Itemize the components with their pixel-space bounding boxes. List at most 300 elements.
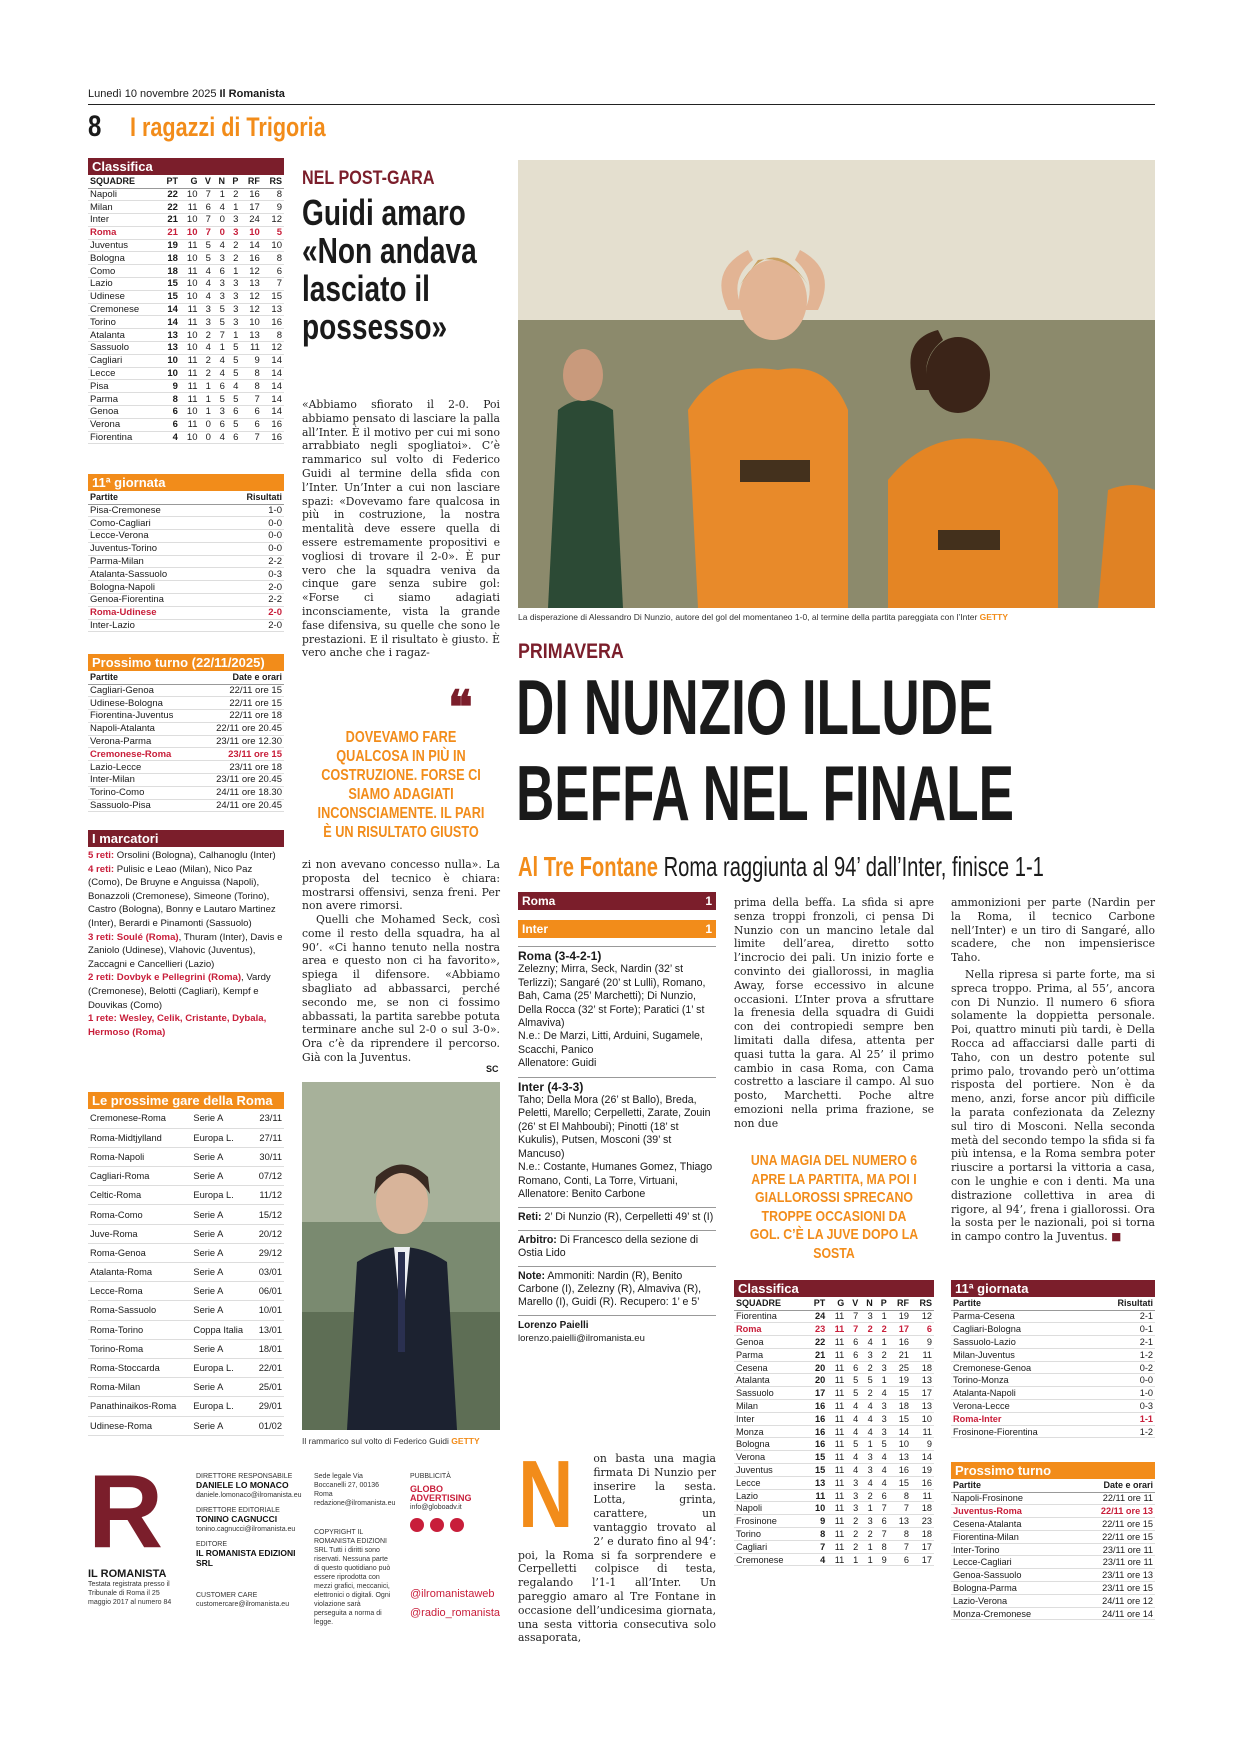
- prossimo-primavera-table: [951, 1479, 1155, 1620]
- column-header: Risultati: [220, 491, 284, 504]
- column-header: V: [846, 1297, 860, 1310]
- table-cell: Sassuolo-Lazio: [951, 1336, 1092, 1349]
- table-row: [734, 1425, 934, 1438]
- table-row: [88, 431, 284, 444]
- table-row: [951, 1505, 1155, 1518]
- table-cell: 22: [806, 1336, 828, 1349]
- table-cell: 2: [227, 239, 240, 252]
- table-cell: 11: [827, 1515, 846, 1528]
- column-header: RS: [262, 175, 284, 188]
- table-cell: 30/11: [253, 1147, 284, 1166]
- table-cell: Udinese-Bologna: [88, 697, 197, 710]
- end-mark-icon: ■: [1111, 1230, 1122, 1244]
- table-cell: 15: [262, 290, 284, 303]
- table-cell: 16: [889, 1336, 911, 1349]
- table-cell: Torino-Como: [88, 786, 197, 799]
- table-row: [734, 1310, 934, 1323]
- table-row: [734, 1387, 934, 1400]
- table-cell: 10: [180, 214, 200, 227]
- table-row: [88, 748, 284, 761]
- table-cell: 15: [159, 290, 180, 303]
- table-cell: 11: [827, 1489, 846, 1502]
- table-row: [88, 354, 284, 367]
- table-cell: 5: [227, 342, 240, 355]
- table-cell: 4: [875, 1464, 889, 1477]
- table-row: [88, 1167, 284, 1186]
- table-row: [88, 265, 284, 278]
- table-cell: 3: [213, 252, 227, 265]
- table-cell: 11: [827, 1323, 846, 1336]
- table-cell: 22/11 ore 18: [197, 710, 284, 723]
- table-row: [88, 1224, 284, 1243]
- column-header: SQUADRE: [734, 1297, 806, 1310]
- table-cell: 4: [860, 1476, 875, 1489]
- table-cell: 13: [240, 329, 261, 342]
- main-photo: [518, 160, 1155, 608]
- main-subhead: Al Tre Fontane Roma raggiunta al 94’ dall’Inter, finisce 1-1: [518, 851, 1044, 882]
- table-cell: 0-1: [1092, 1323, 1155, 1336]
- guidi-photo: [302, 1082, 500, 1430]
- twitter-icon[interactable]: [410, 1518, 424, 1532]
- table-cell: 8: [889, 1489, 911, 1502]
- table-cell: 4: [860, 1412, 875, 1425]
- table-cell: 6: [875, 1515, 889, 1528]
- table-row: [951, 1412, 1155, 1425]
- table-cell: Cagliari-Genoa: [88, 684, 197, 697]
- table-cell: 11/12: [253, 1186, 284, 1205]
- table-cell: 1: [199, 406, 212, 419]
- table-cell: Cagliari: [88, 354, 159, 367]
- table-cell: Cesena-Atalanta: [951, 1518, 1072, 1531]
- table-cell: 1: [860, 1553, 875, 1566]
- table-cell: 17: [911, 1387, 934, 1400]
- giornata-primavera: [951, 1280, 1155, 1438]
- table-cell: 3: [213, 290, 227, 303]
- table-cell: 21: [889, 1348, 911, 1361]
- table-cell: Napoli: [88, 188, 159, 201]
- column-header: SQUADRE: [88, 175, 159, 188]
- table-cell: 4: [860, 1336, 875, 1349]
- table-cell: 16: [240, 252, 261, 265]
- table-cell: 3: [199, 316, 212, 329]
- table-cell: Serie A: [191, 1378, 252, 1397]
- table-cell: 23/11 ore 11: [1072, 1543, 1155, 1556]
- table-cell: 1: [875, 1310, 889, 1323]
- table-cell: 11: [240, 342, 261, 355]
- table-cell: 23/11 ore 13: [1072, 1569, 1155, 1582]
- table-cell: 10: [240, 226, 261, 239]
- table-row: [734, 1323, 934, 1336]
- table-cell: Milan: [88, 201, 159, 214]
- table-cell: 4: [846, 1425, 860, 1438]
- table-cell: 11: [827, 1553, 846, 1566]
- table-row: [88, 1128, 284, 1147]
- column-header: Partite: [951, 1479, 1072, 1492]
- table-cell: 1-2: [1092, 1425, 1155, 1438]
- table-cell: 7: [199, 214, 212, 227]
- table-row: [88, 303, 284, 316]
- table-cell: 7: [875, 1528, 889, 1541]
- table-row: [734, 1374, 934, 1387]
- table-row: [88, 1147, 284, 1166]
- table-cell: 23/11: [253, 1109, 284, 1128]
- getty-credit: GETTY: [979, 612, 1008, 622]
- table-row: [951, 1492, 1155, 1505]
- table-cell: Parma-Cesena: [951, 1310, 1092, 1323]
- table-cell: 2: [860, 1387, 875, 1400]
- table-cell: 11: [180, 367, 200, 380]
- table-cell: 8: [262, 252, 284, 265]
- table-row: [88, 1301, 284, 1320]
- table-cell: 23/11 ore 11: [1072, 1556, 1155, 1569]
- table-cell: 11: [827, 1361, 846, 1374]
- table-cell: 11: [180, 418, 200, 431]
- table-cell: 11: [827, 1464, 846, 1477]
- table-cell: 3: [875, 1425, 889, 1438]
- table-cell: 23/11 ore 20.45: [197, 774, 284, 787]
- table-cell: Atalanta-Sassuolo: [88, 568, 220, 581]
- prossimo-turno-serie-a: [88, 654, 284, 812]
- classifica-primavera: [734, 1280, 934, 1566]
- table-cell: 6: [889, 1553, 911, 1566]
- table-cell: 3: [227, 214, 240, 227]
- article-col-2: prima della beffa. La sfida si apre senza troppi fronzoli, ci pensa Di Nunzio con un mancino letale dal limite dell’area, diretto sotto l’incrocio dei pali. Un inizio forte e convinto dei giallorossi, in maglia Away, forse eccessivo in alcune occasioni. L’Inter prova a sfruttare la frenesia della squadra di Guidi con dei contropiedi sempre ben limitati dalla difesa, attenta per quasi tutta la gara. Al 25’ il primo cambio in casa Roma, con Cama costretto a lasciare il campo. Al suo posto, Marchetti. Poche altre emozioni nella prima frazione, se non due: [734, 896, 934, 1130]
- table-cell: Fiorentina-Milan: [951, 1530, 1072, 1543]
- table-cell: 7: [875, 1502, 889, 1515]
- table-row: [88, 697, 284, 710]
- table-cell: 1: [860, 1540, 875, 1553]
- table-cell: 10: [240, 316, 261, 329]
- table-cell: Cesena: [734, 1361, 806, 1374]
- table-cell: 1-2: [1092, 1348, 1155, 1361]
- table-cell: 1: [213, 188, 227, 201]
- table-cell: 24/11 ore 12: [1072, 1594, 1155, 1607]
- classifica-serie-a: [88, 158, 284, 444]
- table-cell: 6: [159, 406, 180, 419]
- table-cell: Inter-Lazio: [88, 619, 220, 632]
- prossime-gare: [88, 1092, 284, 1436]
- table-row: [951, 1323, 1155, 1336]
- table-cell: 11: [827, 1425, 846, 1438]
- table-cell: 10: [180, 431, 200, 444]
- table-cell: 4: [875, 1476, 889, 1489]
- table-cell: 8: [806, 1528, 828, 1541]
- table-cell: Napoli: [734, 1502, 806, 1515]
- table-cell: 2: [199, 354, 212, 367]
- social-handle-2[interactable]: @radio_romanista: [410, 1607, 501, 1619]
- column-header: PT: [159, 175, 180, 188]
- table-cell: 3: [227, 316, 240, 329]
- column-header: N: [860, 1297, 875, 1310]
- table-cell: 10: [159, 354, 180, 367]
- guidi-signature: SC: [486, 1064, 499, 1074]
- table-cell: Lecce-Verona: [88, 530, 220, 543]
- table-cell: 11: [911, 1425, 934, 1438]
- table-cell: 22/11 ore 15: [197, 684, 284, 697]
- table-row: [88, 1339, 284, 1358]
- table-cell: 14: [262, 380, 284, 393]
- table-row: [88, 342, 284, 355]
- table-cell: 16: [240, 188, 261, 201]
- table-cell: 22/11 ore 15: [197, 697, 284, 710]
- table-cell: 15: [806, 1464, 828, 1477]
- table-cell: 11: [180, 316, 200, 329]
- table-cell: 1: [875, 1374, 889, 1387]
- table-cell: 12: [262, 342, 284, 355]
- table-cell: 9: [911, 1336, 934, 1349]
- table-cell: 6: [240, 406, 261, 419]
- table-row: [88, 1282, 284, 1301]
- date-line: Lunedì 10 novembre 2025 Il Romanista: [88, 88, 285, 100]
- table-cell: 0: [213, 226, 227, 239]
- table-cell: 5: [213, 303, 227, 316]
- table-cell: 4: [199, 342, 212, 355]
- arbitro: Arbitro: Di Francesco della sezione di Ostia Lido: [518, 1233, 699, 1260]
- table-cell: 24/11 ore 14: [1072, 1607, 1155, 1620]
- table-cell: 7: [262, 278, 284, 291]
- inter-formation: Inter (4-3-3): [518, 1079, 584, 1094]
- table-cell: 4: [846, 1451, 860, 1464]
- table-cell: Napoli-Frosinone: [951, 1492, 1072, 1505]
- table-row: [88, 1186, 284, 1205]
- giornata-title: 11ª giornata: [88, 474, 284, 491]
- column-header: P: [875, 1297, 889, 1310]
- table-cell: 01/02: [253, 1416, 284, 1435]
- table-cell: Lazio: [734, 1489, 806, 1502]
- table-cell: Genoa-Sassuolo: [951, 1569, 1072, 1582]
- table-cell: 16: [262, 418, 284, 431]
- table-cell: 6: [911, 1323, 934, 1336]
- table-cell: 19: [889, 1374, 911, 1387]
- table-row: [88, 188, 284, 201]
- table-cell: 4: [199, 278, 212, 291]
- quote-icon: ❝: [448, 681, 473, 733]
- table-cell: 14: [262, 393, 284, 406]
- table-cell: 25/01: [253, 1378, 284, 1397]
- table-row: [88, 504, 284, 517]
- table-cell: 2-2: [220, 555, 284, 568]
- table-cell: 11: [180, 303, 200, 316]
- table-cell: 4: [860, 1425, 875, 1438]
- table-cell: 29/12: [253, 1243, 284, 1262]
- table-cell: 0-0: [220, 542, 284, 555]
- table-cell: Genoa: [88, 406, 159, 419]
- table-cell: Lazio: [88, 278, 159, 291]
- prossimo-title: Prossimo turno (22/11/2025): [88, 654, 284, 671]
- table-row: [734, 1412, 934, 1425]
- table-cell: 10: [889, 1438, 911, 1451]
- table-cell: 2: [860, 1528, 875, 1541]
- table-cell: 11: [827, 1438, 846, 1451]
- table-cell: Atalanta-Napoli: [951, 1387, 1092, 1400]
- table-cell: 15: [889, 1412, 911, 1425]
- table-cell: Fiorentina: [88, 431, 159, 444]
- table-cell: 5: [199, 252, 212, 265]
- column-header: Date e orari: [1072, 1479, 1155, 1492]
- table-cell: 10: [159, 367, 180, 380]
- table-cell: 23/11 ore 12.30: [197, 735, 284, 748]
- instagram-icon[interactable]: [430, 1518, 444, 1532]
- table-cell: Sassuolo: [734, 1387, 806, 1400]
- table-cell: 2: [846, 1528, 860, 1541]
- giornata-table: [88, 491, 284, 632]
- table-cell: Inter-Milan: [88, 774, 197, 787]
- table-cell: Cremonese: [88, 303, 159, 316]
- table-cell: 3: [860, 1310, 875, 1323]
- table-cell: 10: [180, 278, 200, 291]
- social-icons: [410, 1518, 502, 1532]
- prossime-gare-table: [88, 1109, 284, 1436]
- table-cell: Atalanta-Roma: [88, 1263, 191, 1282]
- table-cell: 4: [159, 431, 180, 444]
- table-row: [951, 1336, 1155, 1349]
- guidi-headline: Guidi amaro «Non andava lasciato il possesso»: [302, 192, 477, 347]
- column-header: PT: [806, 1297, 828, 1310]
- table-cell: Serie A: [191, 1109, 252, 1128]
- table-cell: 2-1: [1092, 1336, 1155, 1349]
- table-cell: 14: [159, 316, 180, 329]
- table-cell: 5: [262, 226, 284, 239]
- table-row: [88, 1320, 284, 1339]
- table-cell: Roma-Stoccarda: [88, 1358, 191, 1377]
- roma-ne: N.e.: De Marzi, Litti, Arduini, Sugamele, Scacchi, Panico: [518, 1030, 703, 1056]
- table-row: [734, 1464, 934, 1477]
- table-cell: 4: [875, 1451, 889, 1464]
- table-row: [88, 201, 284, 214]
- table-row: [88, 226, 284, 239]
- guidi-text-2: zi non avevano concesso nulla». La proposta del tecnico è chiara: mostrarsi offensivi, senza freni. Per non avere rimorsi.: [302, 858, 500, 913]
- note: Note: Ammoniti: Nardin (R), Benito Carbone (I), Zelezny (R), Almaviva (R), Marello (I), Guidi (R). Recupero: 1’ e 5’: [518, 1269, 702, 1309]
- table-cell: Serie A: [191, 1339, 252, 1358]
- table-cell: 4: [846, 1400, 860, 1413]
- social-handle-1[interactable]: @ilromanistaweb: [410, 1588, 495, 1600]
- column-header: RS: [911, 1297, 934, 1310]
- table-cell: 3: [860, 1515, 875, 1528]
- table-cell: 3: [860, 1464, 875, 1477]
- main-headline-2: BEFFA NEL FINALE: [516, 749, 1015, 837]
- table-cell: 22/11 ore 15: [1072, 1530, 1155, 1543]
- scorer-line: 5 reti: Orsolini (Bologna), Calhanoglu (Inter): [88, 850, 276, 861]
- table-row: [734, 1553, 934, 1566]
- table-cell: 4: [846, 1412, 860, 1425]
- table-cell: 7: [846, 1323, 860, 1336]
- table-cell: Inter: [734, 1412, 806, 1425]
- table-cell: 10: [806, 1502, 828, 1515]
- table-cell: 10: [180, 290, 200, 303]
- table-row: [734, 1489, 934, 1502]
- table-cell: 8: [262, 188, 284, 201]
- table-cell: 25: [889, 1361, 911, 1374]
- table-cell: 14: [159, 303, 180, 316]
- table-cell: 1: [199, 393, 212, 406]
- prossimo-table: [88, 671, 284, 812]
- page-number: 8: [88, 110, 102, 143]
- table-cell: 18: [159, 265, 180, 278]
- table-cell: 11: [827, 1400, 846, 1413]
- table-cell: 5: [227, 354, 240, 367]
- table-cell: 16: [911, 1476, 934, 1489]
- facebook-icon[interactable]: [450, 1518, 464, 1532]
- table-cell: Torino: [88, 316, 159, 329]
- table-cell: Atalanta: [88, 329, 159, 342]
- table-row: [88, 684, 284, 697]
- table-cell: 14: [240, 239, 261, 252]
- column-header: Partite: [88, 671, 197, 684]
- globo-logo: GLOBO ADVERTISING: [410, 1484, 472, 1503]
- table-cell: 2: [860, 1489, 875, 1502]
- drop-cap: N: [518, 1441, 574, 1548]
- table-cell: 14: [911, 1451, 934, 1464]
- table-row: [951, 1310, 1155, 1323]
- table-cell: Torino-Roma: [88, 1339, 191, 1358]
- table-cell: 4: [213, 354, 227, 367]
- table-row: [951, 1594, 1155, 1607]
- table-cell: Lazio-Verona: [951, 1594, 1072, 1607]
- table-row: [88, 581, 284, 594]
- table-cell: 7: [199, 188, 212, 201]
- table-cell: 21: [159, 214, 180, 227]
- table-cell: Europa L.: [191, 1358, 252, 1377]
- table-row: [734, 1336, 934, 1349]
- table-cell: Cremonese: [734, 1553, 806, 1566]
- table-cell: 11: [827, 1374, 846, 1387]
- classifica-title: Classifica: [88, 158, 284, 175]
- table-cell: 12: [911, 1310, 934, 1323]
- table-cell: 10: [180, 188, 200, 201]
- table-cell: 11: [806, 1489, 828, 1502]
- roma-players: Zelezny; Mirra, Seck, Nardin (32’ st Terlizzi); Sangaré (20’ st Lulli), Romano, Bah, Cama (25’ Marchetti); Di Nunzio, Della Rocca (32’ st Forte); Paratici (1’ st Almaviva): [518, 963, 706, 1030]
- table-cell: 13/01: [253, 1320, 284, 1339]
- scorer-line: 3 reti: Soulé (Roma), Thuram (Inter), Davis e Zaniolo (Udinese), Vlahovic (Juventus), Zaccagni e Cancellieri (Lazio): [88, 931, 283, 970]
- table-cell: 5: [860, 1374, 875, 1387]
- inter-ne: N.e.: Costante, Humanes Gomez, Thiago Romano, Conti, La Torre, Virtuani,: [518, 1161, 713, 1187]
- table-cell: 17: [240, 201, 261, 214]
- table-cell: 2: [875, 1323, 889, 1336]
- table-cell: 11: [180, 354, 200, 367]
- table-cell: Cagliari-Roma: [88, 1167, 191, 1186]
- table-cell: 2: [227, 252, 240, 265]
- table-cell: Verona: [88, 418, 159, 431]
- table-cell: 1: [227, 329, 240, 342]
- table-cell: Udinese-Roma: [88, 1416, 191, 1435]
- column-header: N: [213, 175, 227, 188]
- table-cell: 10: [911, 1412, 934, 1425]
- table-cell: 15/12: [253, 1205, 284, 1224]
- table-cell: 3: [199, 303, 212, 316]
- table-cell: Juve-Roma: [88, 1224, 191, 1243]
- table-cell: Europa L.: [191, 1128, 252, 1147]
- table-row: [88, 619, 284, 632]
- roma-coach: Allenatore: Guidi: [518, 1057, 597, 1070]
- paper-name: Il Romanista: [219, 88, 285, 100]
- table-cell: Roma-Torino: [88, 1320, 191, 1339]
- table-cell: 3: [227, 226, 240, 239]
- footer-ads: PUBBLICITÀ GLOBO ADVERTISING info@globoadv.it @ilromanistaweb @radio_romanista: [410, 1473, 501, 1619]
- table-cell: 11: [827, 1540, 846, 1553]
- table-cell: 21: [806, 1348, 828, 1361]
- column-header: Partite: [88, 491, 220, 504]
- table-row: [88, 252, 284, 265]
- table-cell: 8: [159, 393, 180, 406]
- table-cell: Juventus: [734, 1464, 806, 1477]
- table-cell: 9: [875, 1553, 889, 1566]
- scorer-line: 2 reti: Dovbyk e Pellegrini (Roma), Vardy (Cremonese), Belotti (Cagliari), Kempf e Douvikas (Como): [88, 972, 271, 1011]
- table-cell: Sassuolo: [88, 342, 159, 355]
- table-row: [88, 530, 284, 543]
- table-cell: 23: [911, 1515, 934, 1528]
- table-cell: 06/01: [253, 1282, 284, 1301]
- article-col-3a: ammonizioni per parte (Nardin per la Roma, il tecnico Carbone nell’Inter) e un tiro di Sangaré, allo scadere, che non impensierisce Taho.: [951, 896, 1155, 965]
